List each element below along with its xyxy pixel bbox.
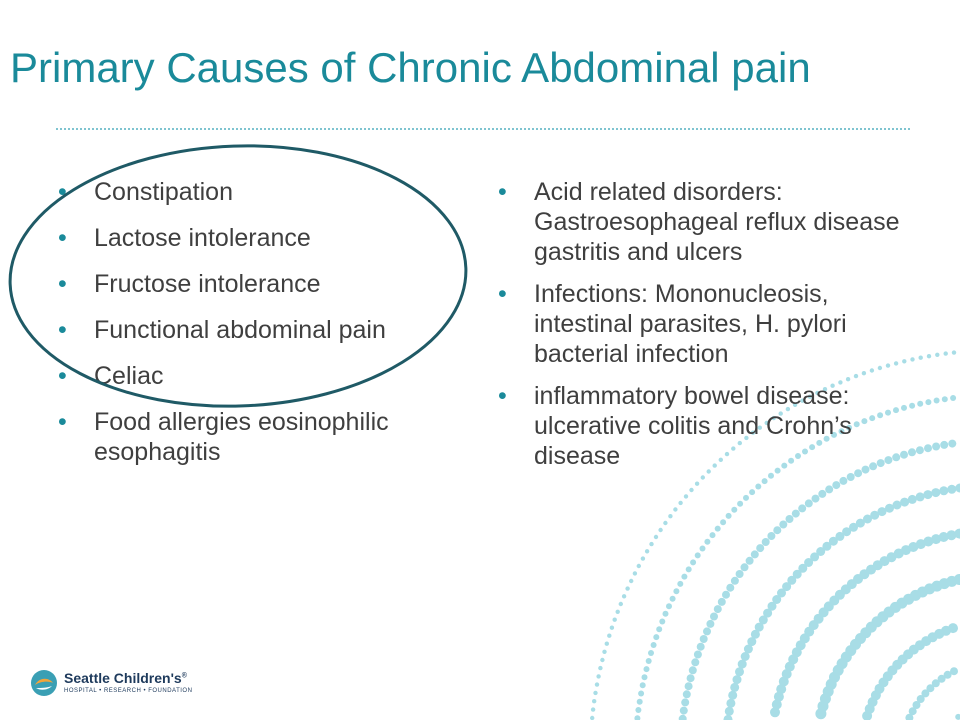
title-divider: [56, 128, 910, 130]
decoration-dot: [646, 658, 652, 664]
seattle-childrens-logo: [30, 668, 230, 700]
decoration-dot: [825, 485, 833, 493]
list-item-text: Functional abdominal pain: [94, 316, 386, 344]
logo-name: Seattle Children's®: [64, 670, 187, 686]
list-item: [58, 361, 438, 391]
decoration-dot: [935, 353, 939, 357]
decoration-dot: [691, 658, 699, 666]
list-item: [58, 269, 438, 299]
decoration-dot: [598, 666, 602, 670]
decoration-dot: [714, 605, 722, 613]
decoration-dot: [767, 532, 775, 540]
decoration-dot: [715, 526, 721, 532]
decoration-dot: [642, 674, 648, 680]
decoration-dot: [736, 570, 744, 578]
decoration-dot: [690, 559, 696, 565]
left-bullet-list: [58, 177, 438, 483]
decoration-dot: [726, 584, 734, 592]
decoration-dot: [645, 549, 649, 553]
decoration-dot: [689, 666, 697, 674]
list-item: [58, 223, 438, 253]
decoration-dot: [741, 563, 749, 571]
decoration-dot: [700, 635, 708, 643]
decoration-dot: [685, 682, 693, 690]
decoration-dot: [710, 613, 718, 621]
decoration-dot: [595, 682, 599, 686]
decoration-dot: [600, 658, 604, 662]
right-bullet-list: [498, 177, 903, 483]
list-item-text: Infections: Mononucleosis, intestinal parasites, H. pylori bacterial infection: [534, 280, 847, 368]
decoration-dot: [932, 443, 940, 451]
decoration-dot: [730, 683, 739, 692]
decoration-dot: [948, 440, 956, 448]
decoration-dot: [704, 539, 710, 545]
decoration-dot: [722, 591, 730, 599]
decoration-dot: [633, 571, 637, 575]
list-item-text: inflammatory bowel disease: ulcerative colitis and Crohn’s disease: [534, 382, 852, 470]
decoration-dot: [697, 643, 705, 651]
decoration-dot: [950, 667, 958, 675]
decoration-dot: [679, 715, 687, 720]
decoration-dot: [728, 691, 737, 700]
decoration-dot: [908, 495, 917, 504]
decoration-dot: [720, 519, 726, 525]
decoration-dot: [658, 528, 662, 532]
decoration-dot: [934, 398, 940, 404]
decoration-dot: [909, 403, 915, 409]
list-item: [498, 381, 903, 471]
decoration-dot: [952, 350, 956, 354]
decoration-dot: [678, 501, 682, 505]
decoration-dot: [942, 396, 948, 402]
decoration-dot: [619, 602, 623, 606]
decoration-dot: [613, 618, 617, 622]
logo-tagline: HOSPITAL • RESEARCH • FOUNDATION: [64, 688, 193, 694]
decoration-dot: [637, 699, 643, 705]
decoration-dot: [944, 351, 948, 355]
decoration-dot: [743, 495, 749, 501]
bullet-icon: •: [498, 382, 507, 410]
list-item: [498, 177, 903, 267]
decoration-dot: [673, 588, 679, 594]
decoration-dot: [593, 691, 597, 695]
decoration-dot: [681, 574, 687, 580]
decoration-dot: [940, 441, 948, 449]
decoration-dot: [659, 619, 665, 625]
decoration-dot: [950, 395, 956, 401]
decoration-dot: [635, 707, 641, 713]
decoration-dot: [910, 357, 914, 361]
decoration-dot: [923, 490, 932, 499]
logo-mark-icon: [30, 669, 58, 697]
decoration-dot: [726, 699, 735, 708]
list-item: [58, 315, 438, 345]
decoration-dot: [666, 603, 672, 609]
decoration-dot: [610, 626, 614, 630]
bullet-icon: •: [58, 270, 67, 298]
decoration-dot: [641, 556, 645, 560]
bullet-icon: •: [58, 224, 67, 252]
decoration-dot: [689, 488, 693, 492]
decoration-dot: [602, 650, 606, 654]
decoration-dot: [638, 691, 644, 697]
decoration-dot: [731, 507, 737, 513]
decoration-dot: [900, 498, 909, 507]
decoration-dot: [786, 515, 794, 523]
list-item-text: Fructose intolerance: [94, 270, 321, 298]
decoration-dot: [649, 542, 653, 546]
decoration-dot: [733, 675, 742, 684]
decoration-dot: [718, 598, 726, 606]
decoration-dot: [947, 485, 956, 494]
decoration-dot: [749, 489, 755, 495]
decoration-dot: [680, 707, 688, 715]
decoration-dot: [703, 627, 711, 635]
decoration-dot: [590, 716, 594, 720]
decoration-dot: [746, 557, 754, 565]
decoration-dot: [710, 532, 716, 538]
decoration-dot: [663, 521, 667, 525]
decoration-dot: [737, 501, 743, 507]
decoration-dot: [644, 666, 650, 672]
decoration-dot: [773, 526, 781, 534]
decoration-dot: [695, 552, 701, 558]
bullet-icon: •: [58, 408, 67, 436]
decoration-dot: [663, 611, 669, 617]
decoration-dot: [629, 579, 633, 583]
list-item: [58, 407, 438, 467]
decoration-dot: [762, 538, 770, 546]
decoration-dot: [917, 401, 923, 407]
decoration-dot: [756, 544, 764, 552]
decoration-dot: [683, 690, 691, 698]
decoration-dot: [694, 651, 702, 659]
bullet-icon: •: [58, 178, 67, 206]
decoration-dot: [686, 566, 692, 572]
decoration-dot: [634, 715, 640, 720]
decoration-dot: [916, 492, 925, 501]
decoration-dot: [625, 586, 629, 590]
list-item-text: Food allergies eosinophilic esophagitis: [94, 408, 389, 466]
decoration-dot: [640, 682, 646, 688]
decoration-dot: [735, 667, 744, 676]
decoration-dot: [656, 626, 662, 632]
decoration-dot: [637, 564, 641, 568]
decoration-dot: [724, 715, 733, 720]
decoration-dot: [687, 674, 695, 682]
decoration-dot: [731, 577, 739, 585]
decoration-dot: [648, 650, 654, 656]
decoration-dot: [916, 446, 924, 454]
decoration-dot: [805, 499, 813, 507]
list-item-text: Acid related disorders: Gastroesophageal reflux disease gastritis and ulcers: [534, 178, 900, 266]
decoration-dot: [908, 448, 916, 456]
decoration-dot: [726, 513, 732, 519]
decoration-dot: [596, 674, 600, 678]
slide-title: Primary Causes of Chronic Abdominal pain: [10, 44, 811, 91]
decoration-dot: [653, 634, 659, 640]
list-item-text: Constipation: [94, 178, 233, 206]
decoration-dot: [927, 354, 931, 358]
list-item-text: Lactose intolerance: [94, 224, 311, 252]
decoration-dot: [925, 399, 931, 405]
decoration-dot: [779, 521, 787, 529]
decoration-dot: [924, 444, 932, 452]
decoration-dot: [607, 634, 611, 638]
decoration-dot: [668, 514, 672, 518]
decoration-dot: [605, 642, 609, 646]
decoration-dot: [919, 356, 923, 360]
decoration-dot: [684, 494, 688, 498]
decoration-dot: [706, 620, 714, 628]
decoration-dot: [592, 699, 596, 703]
decoration-dot: [798, 504, 806, 512]
decoration-dot: [955, 714, 960, 720]
decoration-dot: [622, 594, 626, 598]
decoration-dot: [654, 535, 658, 539]
decoration-dot: [948, 623, 958, 633]
list-item: [498, 279, 903, 369]
decoration-dot: [931, 488, 940, 497]
decoration-dot: [818, 490, 826, 498]
decoration-dot: [700, 546, 706, 552]
decoration-dot: [955, 484, 960, 493]
decoration-dot: [673, 507, 677, 511]
decoration-dot: [755, 484, 761, 490]
decoration-dot: [591, 707, 595, 711]
decoration-dot: [812, 495, 820, 503]
decoration-dot: [670, 596, 676, 602]
decoration-dot: [792, 510, 800, 518]
decoration-dot: [677, 581, 683, 587]
decoration-dot: [681, 698, 689, 706]
bullet-icon: •: [58, 316, 67, 344]
decoration-dot: [939, 486, 948, 495]
decoration-dot: [651, 642, 657, 648]
bullet-icon: •: [58, 362, 67, 390]
bullet-icon: •: [498, 280, 507, 308]
decoration-dot: [751, 550, 759, 558]
list-item-text: Celiac: [94, 362, 164, 390]
bullet-icon: •: [498, 178, 507, 206]
decoration-dot: [616, 610, 620, 614]
list-item: [58, 177, 438, 207]
decoration-dot: [725, 707, 734, 716]
